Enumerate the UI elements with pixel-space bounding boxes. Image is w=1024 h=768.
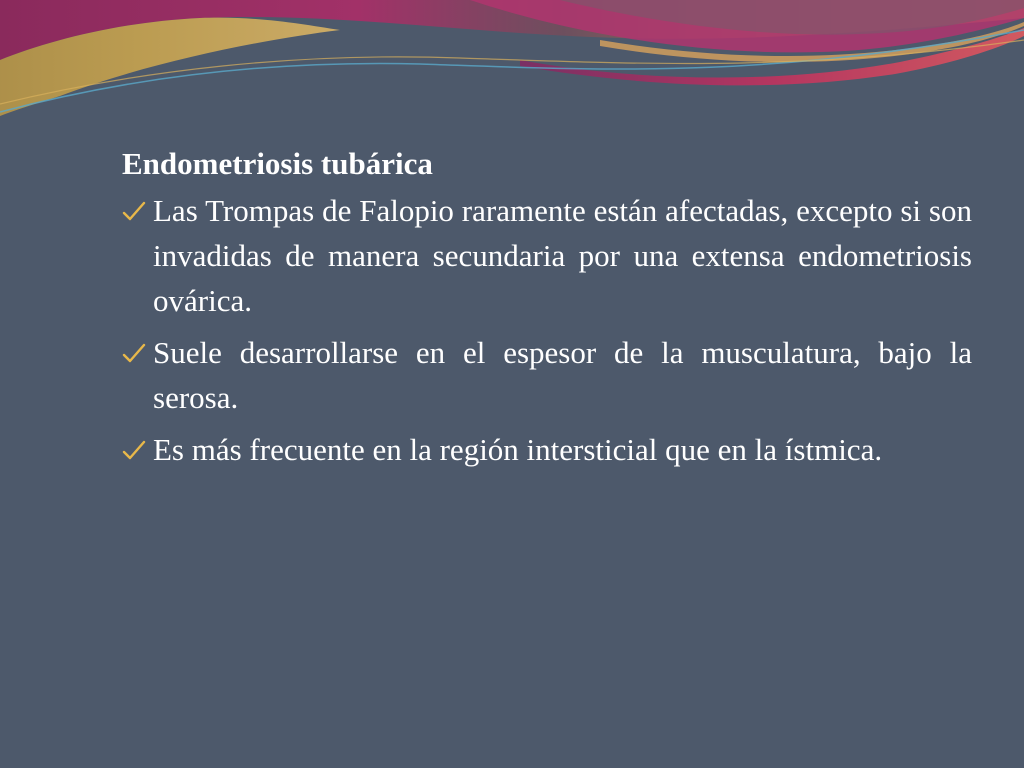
decorative-wave-header	[0, 0, 1024, 130]
check-icon	[122, 343, 146, 365]
bullet-text: Es más frecuente en la región intersticial que en la ístmica.	[153, 432, 883, 467]
list-item	[122, 330, 972, 420]
slide-content	[122, 140, 972, 479]
check-icon	[122, 440, 146, 462]
list-item	[122, 188, 972, 323]
bullet-list	[122, 188, 972, 472]
list-item	[122, 427, 972, 472]
check-icon	[122, 201, 146, 223]
slide-title: Endometriosis tubárica	[122, 146, 433, 181]
bullet-text: Las Trompas de Falopio raramente están afectadas, excepto si son invadidas de manera secundaria por una extensa endometriosis ovárica.	[153, 193, 972, 318]
bullet-text: Suele desarrollarse en el espesor de la musculatura, bajo la serosa.	[153, 335, 972, 415]
